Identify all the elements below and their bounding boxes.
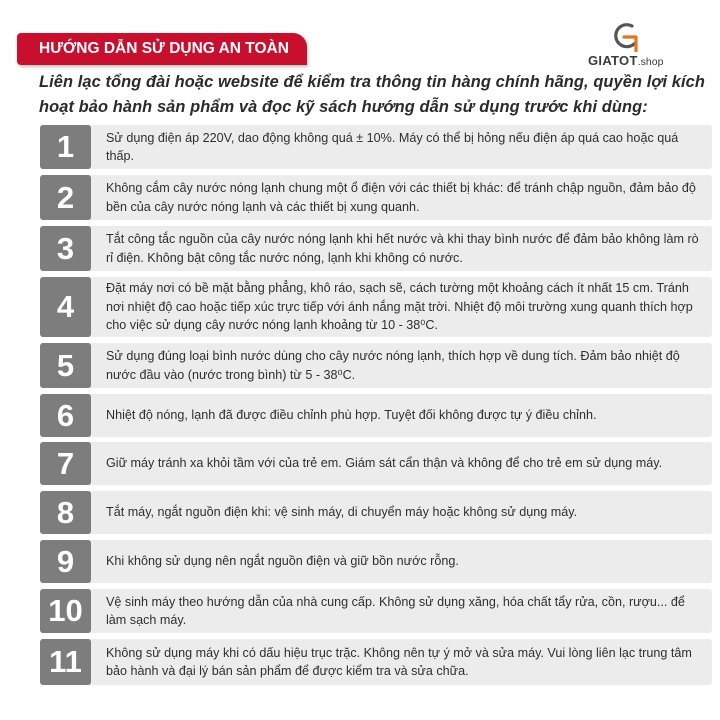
- rule-number: 6: [40, 394, 91, 437]
- giatot-logo-icon: [610, 22, 644, 52]
- intro-text: Liên lạc tổng đài hoặc website để kiểm tra thông tin hàng chính hãng, quyền lợi kích hoạt bảo hành sản phẩm và đọc kỹ sách hướng dẫn sử dụng trước khi dùng:: [39, 73, 706, 116]
- rule-text-wrap: [106, 394, 704, 437]
- rule-item: [40, 540, 712, 583]
- rule-text: Không sử dụng máy khi có dấu hiệu trục trặc. Không nên tự ý mở và sửa máy. Vui lòng liên lạc trung tâm bảo hành và đại lý bán sản phẩm để được kiểm tra và sửa chữa.: [106, 645, 692, 678]
- rule-text-wrap: [106, 343, 704, 388]
- rule-text-wrap: [106, 226, 704, 271]
- brand-name: [588, 53, 663, 68]
- rule-number: 4: [40, 277, 91, 337]
- brand-logo: [586, 20, 706, 70]
- rule-text: Khi không sử dụng nên ngắt nguồn điện và giữ bồn nước rỗng.: [106, 554, 459, 569]
- rule-item: [40, 589, 712, 633]
- rule-text-wrap: [106, 277, 704, 337]
- rule-item: [40, 277, 712, 337]
- rule-text: Nhiệt độ nóng, lạnh đã được điều chỉnh phù hợp. Tuyệt đối không được tự ý điều chỉnh.: [106, 408, 597, 423]
- rule-number: 1: [40, 125, 91, 169]
- rule-text-wrap: [106, 540, 704, 583]
- rule-item: [40, 125, 712, 169]
- rule-item: [40, 343, 712, 388]
- rule-text-wrap: [106, 639, 704, 685]
- rule-number: 9: [40, 540, 91, 583]
- section-title-banner: [17, 33, 307, 65]
- rule-text-wrap: [106, 125, 704, 169]
- rule-text: Đặt máy nơi có bề mặt bằng phẳng, khô ráo, sạch sẽ, cách tường một khoảng cách ít nhất 15 cm. Tránh nơi nhiệt độ cao hoặc tiếp xúc trực tiếp với ánh nắng mặt trời. Nhiệt độ môi trường xung quanh thích hợp cho việc sử dụng cây nước nóng lạnh khoảng từ 10 - 38⁰C.: [106, 281, 693, 333]
- rule-text-wrap: [106, 589, 704, 633]
- rule-number: 2: [40, 175, 91, 220]
- rule-text: Tắt công tắc nguồn của cây nước nóng lạnh khi hết nước và khi thay bình nước để đảm bảo không làm rò rỉ điện. Không bật công tắc nước nóng, lạnh khi không có nước.: [106, 232, 699, 265]
- rule-number: 10: [40, 589, 91, 633]
- rule-text: Sử dụng đúng loại bình nước dùng cho cây nước nóng lạnh, thích hợp về dung tích. Đảm bảo nhiệt độ nước đầu vào (nước trong bình) từ 5 - 38⁰C.: [106, 349, 680, 382]
- rule-number: 8: [40, 491, 91, 534]
- rule-text: Vệ sinh máy theo hướng dẫn của nhà cung cấp. Không sử dụng xăng, hóa chất tẩy rửa, cồn, rượu... để làm sạch máy.: [106, 594, 685, 627]
- rule-item: [40, 175, 712, 220]
- rule-text-wrap: [106, 175, 704, 220]
- rule-item: [40, 639, 712, 685]
- rule-number: 3: [40, 226, 91, 271]
- rule-text-wrap: [106, 491, 704, 534]
- section-title: HƯỚNG DẪN SỬ DỤNG AN TOÀN: [39, 40, 289, 57]
- rule-text-wrap: [106, 442, 704, 485]
- rule-item: [40, 394, 712, 437]
- rule-text: Tắt máy, ngắt nguồn điện khi: vệ sinh máy, di chuyển máy hoặc không sử dụng máy.: [106, 505, 578, 520]
- rule-number: 11: [40, 639, 91, 685]
- rule-number: 7: [40, 442, 91, 485]
- rule-item: [40, 226, 712, 271]
- rule-text: Giữ máy tránh xa khỏi tầm với của trẻ em. Giám sát cẩn thận và không để cho trẻ em sử dụng máy.: [106, 456, 663, 471]
- brand-text: GIATOT: [588, 53, 638, 68]
- rule-text: Không cắm cây nước nóng lạnh chung một ổ điện với các thiết bị khác: để tránh chập nguồn, đảm bảo độ bền của cây nước nóng lạnh và các thiết bị xung quanh.: [106, 181, 696, 214]
- rule-number: 5: [40, 343, 91, 388]
- brand-suffix: .shop: [637, 56, 664, 68]
- rule-text: Sử dụng điện áp 220V, dao động không quá ± 10%. Máy có thể bị hỏng nếu điện áp quá cao hoặc quá thấp.: [106, 130, 679, 163]
- rule-item: [40, 491, 712, 534]
- rule-item: [40, 442, 712, 485]
